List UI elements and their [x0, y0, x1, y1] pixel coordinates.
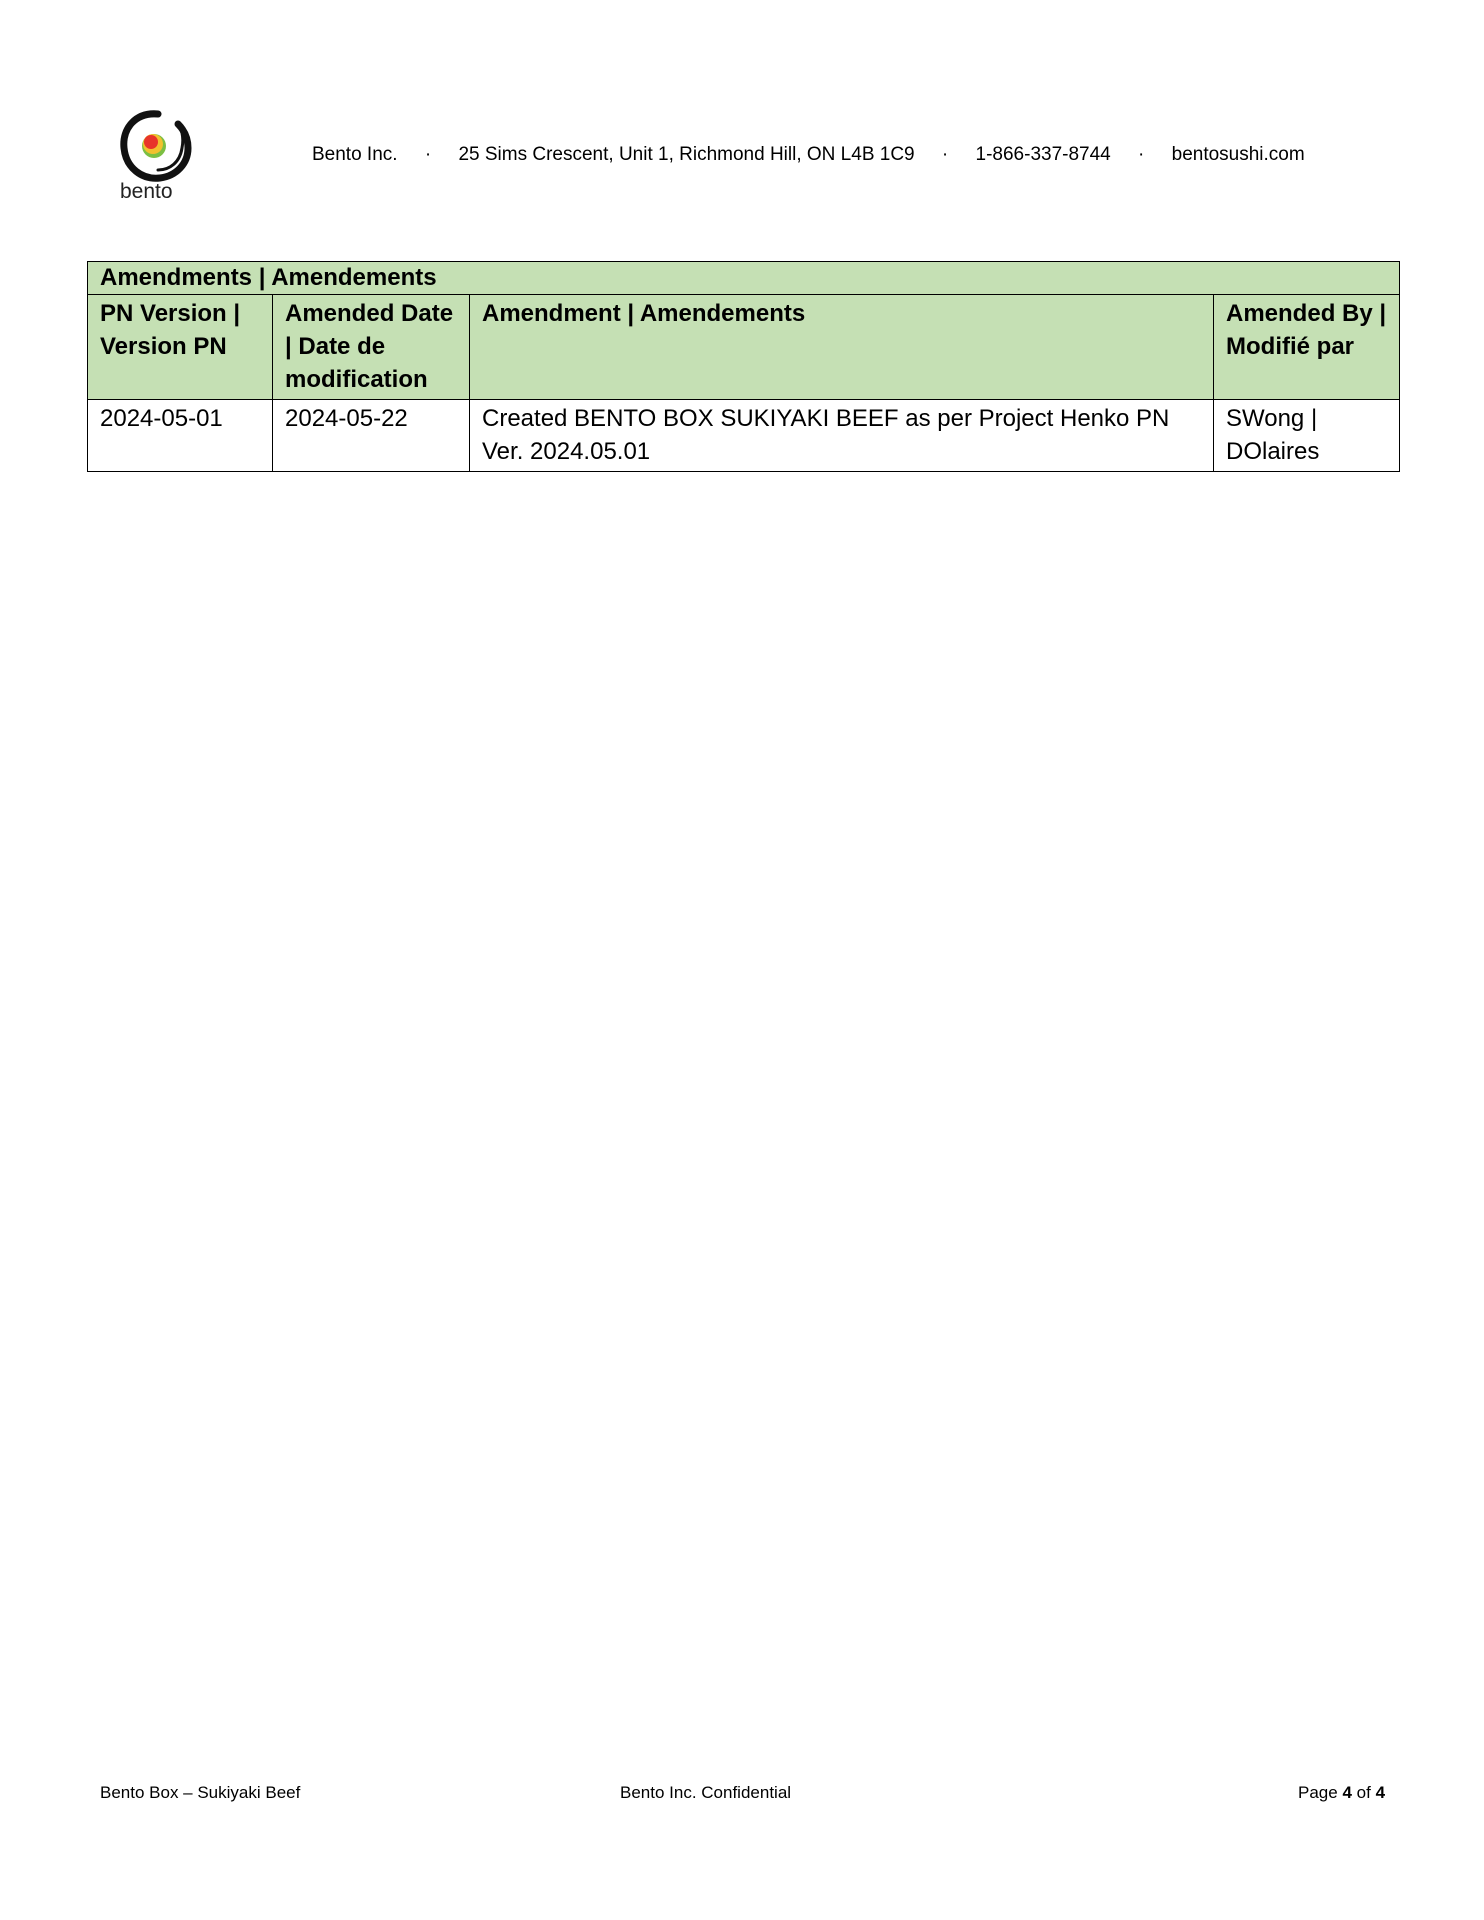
page-total: 4 — [1375, 1783, 1386, 1802]
column-header-amended-date: Amended Date | Date de modification — [273, 295, 470, 400]
bento-logo — [118, 108, 194, 202]
company-phone: 1-866-337-8744 — [975, 144, 1111, 165]
page-current: 4 — [1342, 1783, 1352, 1802]
amendments-title: Amendments | Amendements — [88, 262, 1400, 295]
column-header-pn-version: PN Version | Version PN — [88, 295, 273, 400]
cell-pn-version: 2024-05-01 — [88, 400, 273, 472]
page-label: Page — [1298, 1783, 1338, 1802]
cell-amended-date: 2024-05-22 — [273, 400, 470, 472]
footer-document-title: Bento Box – Sukiyaki Beef — [100, 1783, 301, 1802]
page-of: of — [1356, 1783, 1371, 1802]
company-address: 25 Sims Crescent, Unit 1, Richmond Hill, ON L4B 1C9 — [458, 144, 915, 165]
cell-amendment: Created BENTO BOX SUKIYAKI BEEF as per Project Henko PN Ver. 2024.05.01 — [470, 400, 1214, 472]
header-separator: · — [424, 144, 432, 165]
logo-wordmark: bento — [120, 180, 173, 202]
table-row — [88, 400, 1400, 472]
footer-page-number — [1298, 1783, 1385, 1803]
footer-confidential: Bento Inc. Confidential — [620, 1783, 792, 1802]
column-header-amendment: Amendment | Amendements — [470, 295, 1214, 400]
cell-amended-by: SWong | DOlaires — [1214, 400, 1400, 472]
column-header-amended-by: Amended By | Modifié par — [1214, 295, 1400, 400]
header-separator: · — [1138, 144, 1145, 165]
company-name: Bento Inc. — [312, 144, 398, 165]
company-header — [312, 144, 1305, 166]
header-separator: · — [941, 144, 949, 165]
bento-logo-icon — [118, 108, 194, 202]
amendments-header-row — [88, 295, 1400, 400]
company-website[interactable]: bentosushi.com — [1171, 144, 1305, 165]
amendments-table — [87, 261, 1400, 472]
amendments-title-row — [88, 262, 1400, 295]
